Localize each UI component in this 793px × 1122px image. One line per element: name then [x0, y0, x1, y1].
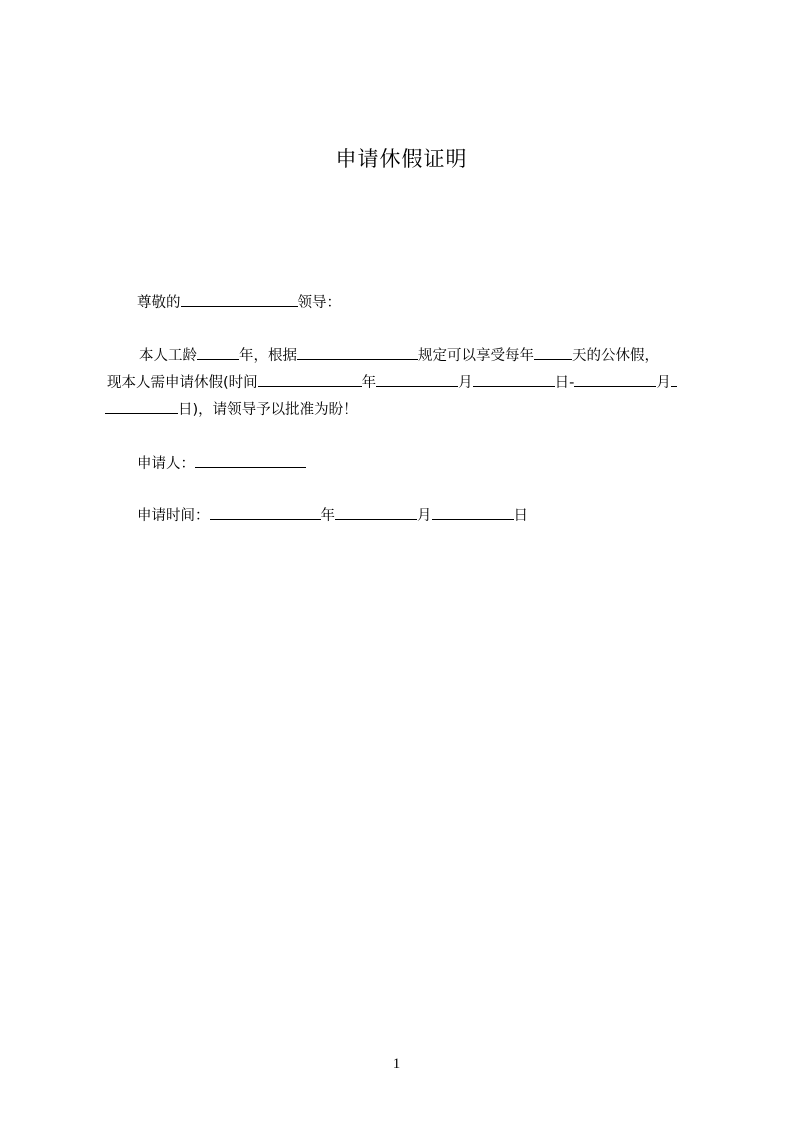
applicant-label: 申请人：: [137, 456, 195, 472]
salutation-line: [137, 291, 341, 313]
date-year-text: 年: [320, 508, 335, 524]
body-line-1: [139, 344, 659, 366]
text-day-dash: 日-: [554, 375, 575, 391]
text-month: 月: [458, 375, 473, 391]
applicant-name-blank: [195, 452, 306, 468]
date-day-blank: [432, 504, 514, 520]
recipient-blank: [181, 291, 298, 307]
salutation-prefix: 尊敬的: [137, 295, 181, 311]
body-line-2: [107, 371, 677, 393]
regulation-blank: [297, 344, 418, 360]
body-line-3: [105, 398, 358, 420]
text-entitled: 规定可以享受每年: [418, 348, 534, 364]
date-day-text: 日: [513, 508, 528, 524]
trailing-blank: [671, 371, 677, 387]
salutation-suffix: 领导：: [297, 295, 341, 311]
days-blank: [534, 344, 572, 360]
date-year-blank: [210, 504, 321, 520]
years-blank: [197, 344, 239, 360]
text-month-2: 月: [656, 375, 671, 391]
text-request-approval: 日)，请领导予以批准为盼！: [178, 402, 358, 418]
text-according: 年，根据: [239, 348, 297, 364]
end-month-blank: [574, 371, 656, 387]
text-public-holiday: 天的公休假，: [572, 348, 659, 364]
end-day-blank: [105, 398, 178, 414]
applicant-line: [137, 452, 306, 474]
text-seniority-label: 本人工龄: [139, 348, 197, 364]
date-line: [137, 504, 528, 526]
start-day-blank: [473, 371, 555, 387]
date-month-blank: [335, 504, 417, 520]
text-apply-leave: 现本人需申请休假(时间: [107, 375, 258, 391]
page-number: 1: [392, 1056, 401, 1072]
date-month-text: 月: [417, 508, 432, 524]
date-label: 申请时间：: [137, 508, 210, 524]
document-title: 申请休假证明: [335, 147, 468, 171]
start-year-blank: [258, 371, 362, 387]
text-year: 年: [361, 375, 377, 391]
start-month-blank: [376, 371, 458, 387]
